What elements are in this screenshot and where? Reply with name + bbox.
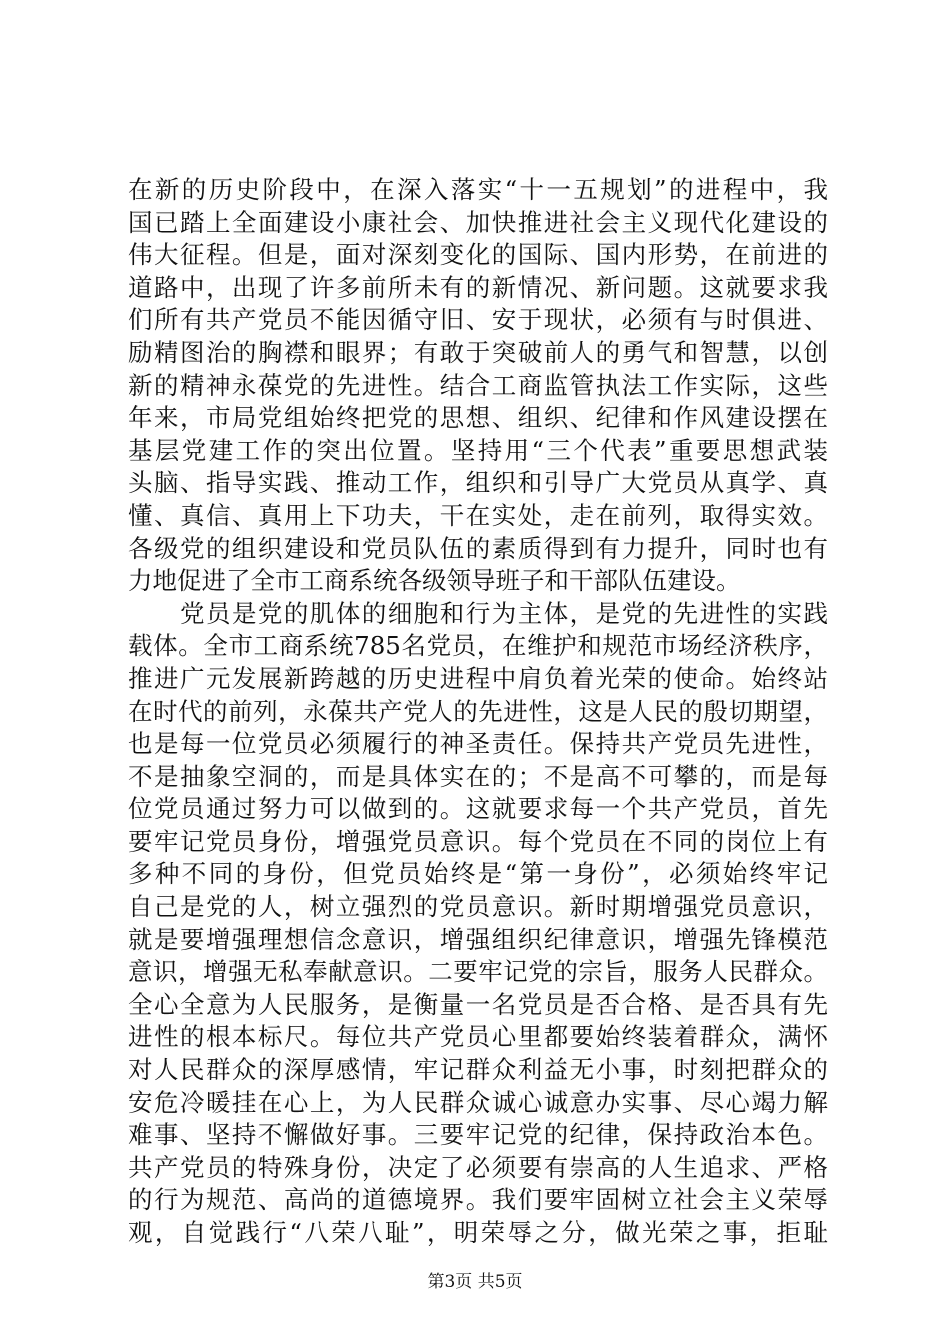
- text-line: 对人民群众的深厚感情，牢记群众利益无小事，时刻把群众的: [128, 1055, 828, 1085]
- text-line: 难事、坚持不懈做好事。三要牢记党的纪律，保持政治本色。: [128, 1120, 828, 1150]
- text-line: 观，自觉践行“八荣八耻”，明荣辱之分，做光荣之事，拒耻: [128, 1218, 828, 1247]
- text-line: 头脑、指导实践、推动工作，组织和引导广大党员从真学、真: [128, 468, 828, 498]
- text-line: 们所有共产党员不能因循守旧、安于现状，必须有与时俱进、: [128, 305, 828, 335]
- text-line: 载体。全市工商系统785名党员，在维护和规范市场经济秩序，: [128, 631, 828, 661]
- text-line: 位党员通过努力可以做到的。这就要求每一个共产党员，首先: [128, 794, 828, 824]
- text-line: 进性的根本标尺。每位共产党员心里都要始终装着群众，满怀: [128, 1022, 828, 1052]
- text-line: 多种不同的身份，但党员始终是“第一身份”，必须始终牢记: [128, 859, 828, 889]
- text-line: 不是抽象空洞的，而是具体实在的；不是高不可攀的，而是每: [128, 761, 828, 791]
- text-line: 自己是党的人，树立强烈的党员意识。新时期增强党员意识，: [128, 892, 828, 922]
- text-line: 新的精神永葆党的先进性。结合工商监管执法工作实际，这些: [128, 370, 828, 400]
- text-line: 年来，市局党组始终把党的思想、组织、纪律和作风建设摆在: [128, 403, 828, 433]
- text-line: 要牢记党员身份，增强党员意识。每个党员在不同的岗位上有: [128, 826, 828, 856]
- text-line: 基层党建工作的突出位置。坚持用“三个代表”重要思想武装: [128, 435, 828, 465]
- text-line: 推进广元发展新跨越的历史进程中肩负着光荣的使命。始终站: [128, 663, 828, 693]
- body-text: [128, 174, 828, 1250]
- text-line: 道路中，出现了许多前所未有的新情况、新问题。这就要求我: [128, 272, 828, 302]
- text-line: 在时代的前列，永葆共产党人的先进性，这是人民的殷切期望，: [128, 696, 828, 726]
- text-line: 国已踏上全面建设小康社会、加快推进社会主义现代化建设的: [128, 207, 828, 237]
- text-line: 全心全意为人民服务，是衡量一名党员是否合格、是否具有先: [128, 989, 828, 1019]
- text-line: 安危冷暖挂在心上，为人民群众诚心诚意办实事、尽心竭力解: [128, 1087, 828, 1117]
- text-line: 懂、真信、真用上下功夫，干在实处，走在前列，取得实效。: [128, 500, 828, 530]
- text-line: 意识，增强无私奉献意识。二要牢记党的宗旨，服务人民群众。: [128, 957, 828, 987]
- paragraph-end-line: 力地促进了全市工商系统各级领导班子和干部队伍建设。: [128, 566, 741, 596]
- text-line: 也是每一位党员必须履行的神圣责任。保持共产党员先进性，: [128, 729, 828, 759]
- page-number-footer: 第3页 共5页: [427, 1272, 523, 1292]
- text-line: 的行为规范、高尚的道德境界。我们要牢固树立社会主义荣辱: [128, 1185, 828, 1215]
- paragraph-start-line: 党员是党的肌体的细胞和行为主体，是党的先进性的实践: [180, 598, 828, 628]
- text-line: 在新的历史阶段中，在深入落实“十一五规划”的进程中，我: [128, 175, 828, 204]
- text-line: 各级党的组织建设和党员队伍的素质得到有力提升，同时也有: [128, 533, 828, 563]
- text-line: 共产党员的特殊身份，决定了必须要有崇高的人生追求、严格: [128, 1152, 828, 1182]
- text-line: 励精图治的胸襟和眼界；有敢于突破前人的勇气和智慧，以创: [128, 337, 828, 367]
- text-line: 伟大征程。但是，面对深刻变化的国际、国内形势，在前进的: [128, 240, 828, 270]
- text-line: 就是要增强理想信念意识，增强组织纪律意识，增强先锋模范: [128, 924, 828, 954]
